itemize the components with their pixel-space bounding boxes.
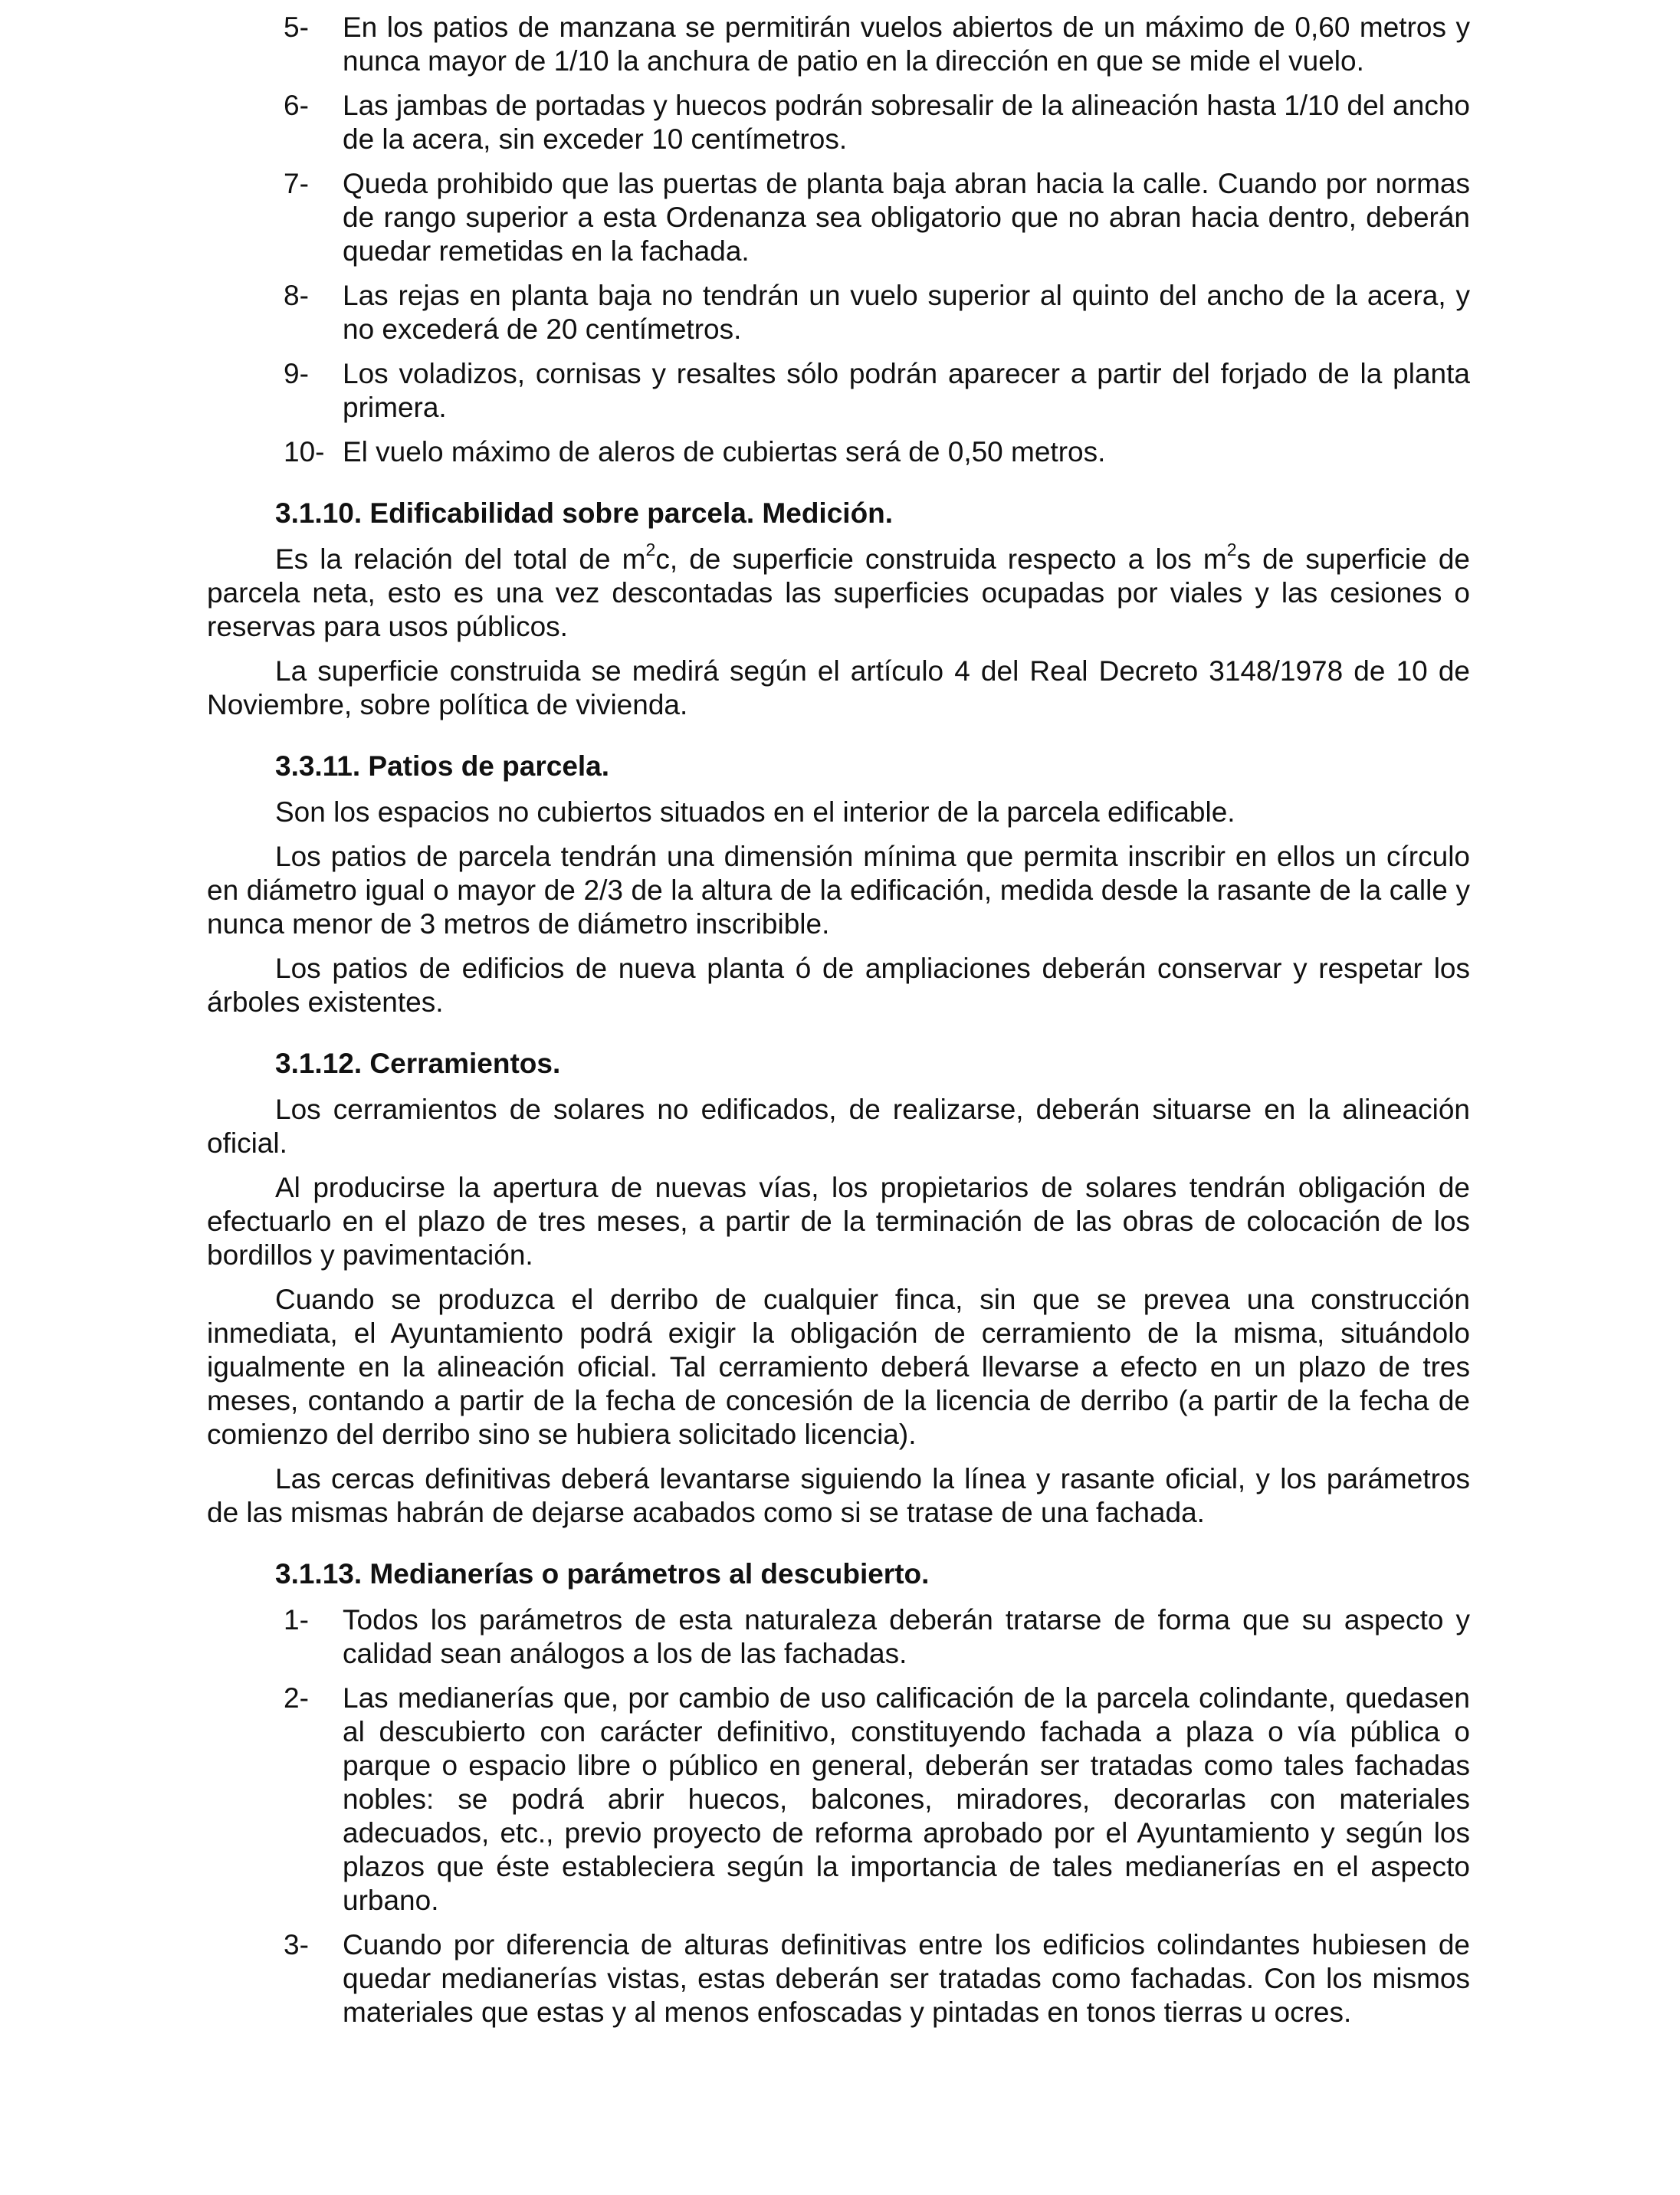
section-heading-edificabilidad: 3.1.10. Edificabilidad sobre parcela. Medición. xyxy=(275,497,894,529)
list-item xyxy=(207,1603,1470,1671)
section-heading-medianerias: 3.1.13. Medianerías o parámetros al descubierto. xyxy=(275,1558,930,1590)
section-heading-patios: 3.3.11. Patios de parcela. xyxy=(275,750,610,782)
list-item-text: Las rejas en planta baja no tendrán un vuelo superior al quinto del ancho de la acera, y no excederá de 20 centímetros. xyxy=(343,280,1470,345)
list-item xyxy=(207,279,1470,346)
list-item-text: Queda prohibido que las puertas de planta baja abran hacia la calle. Cuando por normas de rango superior a esta Ordenanza sea obligatorio que no abran hacia dentro, deberán quedar remetidas en la fachada. xyxy=(343,168,1470,267)
list-item xyxy=(207,1928,1470,2029)
document-body xyxy=(207,11,1470,2040)
list-item-number: 5- xyxy=(284,11,309,43)
list-item-text: El vuelo máximo de aleros de cubiertas será de 0,50 metros. xyxy=(343,436,1106,468)
text-run: c, de superficie construida respecto a los m xyxy=(655,543,1227,575)
list-item-number: 10- xyxy=(284,436,325,468)
list-item-number: 2- xyxy=(284,1682,309,1714)
section-heading-cerramientos: 3.1.12. Cerramientos. xyxy=(275,1048,561,1079)
list-item xyxy=(207,357,1470,425)
list-item xyxy=(207,435,1470,469)
list-item-number: 3- xyxy=(284,1929,309,1960)
paragraph: La superficie construida se medirá según el artículo 4 del Real Decreto 3148/1978 de 10 de Noviembre, sobre política de vivienda. xyxy=(207,655,1470,720)
list-item-number: 1- xyxy=(284,1604,309,1636)
list-item-text: Cuando por diferencia de alturas definitivas entre los edificios colindantes hubiesen de quedar medianerías vistas, estas deberán ser tratadas como fachadas. Con los mismos materiales que estas y al menos enfoscadas y pintadas en tonos tierras u ocres. xyxy=(343,1929,1470,2028)
superscript: 2 xyxy=(1226,539,1237,559)
text-run: Es la relación del total de m xyxy=(275,543,646,575)
paragraph: Los cerramientos de solares no edificados, de realizarse, deberán situarse en la alineación oficial. xyxy=(207,1094,1470,1159)
paragraph: Son los espacios no cubiertos situados en el interior de la parcela edificable. xyxy=(275,796,1235,828)
list-item-number: 8- xyxy=(284,280,309,311)
list-item-text: En los patios de manzana se permitirán vuelos abiertos de un máximo de 0,60 metros y nunca mayor de 1/10 la anchura de patio en la dirección en que se mide el vuelo. xyxy=(343,11,1470,77)
list-item xyxy=(207,11,1470,78)
list-item-text: Todos los parámetros de esta naturaleza deberán tratarse de forma que su aspecto y calidad sean análogos a los de las fachadas. xyxy=(343,1604,1470,1669)
paragraph: Cuando se produzca el derribo de cualquier finca, sin que se prevea una construcción inmediata, el Ayuntamiento podrá exigir la obligación de cerramiento de la misma, situándolo igualmente en la alineación oficial. Tal cerramiento deberá llevarse a efecto en un plazo de tres meses, contando a partir de la fecha de concesión de la licencia de derribo (a partir de la fecha de comienzo del derribo sino se hubiera solicitado licencia). xyxy=(207,1284,1470,1450)
list-item xyxy=(207,89,1470,156)
list-item-text: Los voladizos, cornisas y resaltes sólo podrán aparecer a partir del forjado de la planta primera. xyxy=(343,358,1470,423)
list-item-number: 6- xyxy=(284,90,309,121)
paragraph: Los patios de parcela tendrán una dimensión mínima que permita inscribir en ellos un círculo en diámetro igual o mayor de 2/3 de la altura de la edificación, medida desde la rasante de la calle y nunca menor de 3 metros de diámetro inscribible. xyxy=(207,841,1470,940)
paragraph: Los patios de edificios de nueva planta ó de ampliaciones deberán conservar y respetar los árboles existentes. xyxy=(207,953,1470,1018)
paragraph: Las cercas definitivas deberá levantarse siguiendo la línea y rasante oficial, y los parámetros de las mismas habrán de dejarse acabados como si se tratase de una fachada. xyxy=(207,1463,1470,1528)
text-run: s de superficie de parcela neta, esto es una vez descontadas las superficies ocupadas por viales y las cesiones o reservas para usos públicos. xyxy=(207,543,1470,642)
list-item-text: Las jambas de portadas y huecos podrán sobresalir de la alineación hasta 1/10 del ancho de la acera, sin exceder 10 centímetros. xyxy=(343,90,1470,155)
paragraph xyxy=(207,539,1470,644)
paragraph: Al producirse la apertura de nuevas vías, los propietarios de solares tendrán obligación de efectuarlo en el plazo de tres meses, a partir de la terminación de las obras de colocación de los bordillos y pavimentación. xyxy=(207,1172,1470,1271)
list-item-number: 7- xyxy=(284,168,309,199)
superscript: 2 xyxy=(645,539,656,559)
list-item-number: 9- xyxy=(284,358,309,389)
list-item xyxy=(207,167,1470,268)
list-item-text: Las medianerías que, por cambio de uso calificación de la parcela colindante, quedasen al descubierto con carácter definitivo, constituyendo fachada a plaza o vía pública o parque o espacio libre o público en general, deberán ser tratadas como tales fachadas nobles: se podrá abrir huecos, balcones, miradores, decorarlas con materiales adecuados, etc., previo proyecto de reforma aprobado por el Ayuntamiento y según los plazos que éste estableciera según la importancia de tales medianerías en el aspecto urbano. xyxy=(343,1682,1470,1916)
list-item xyxy=(207,1682,1470,1918)
